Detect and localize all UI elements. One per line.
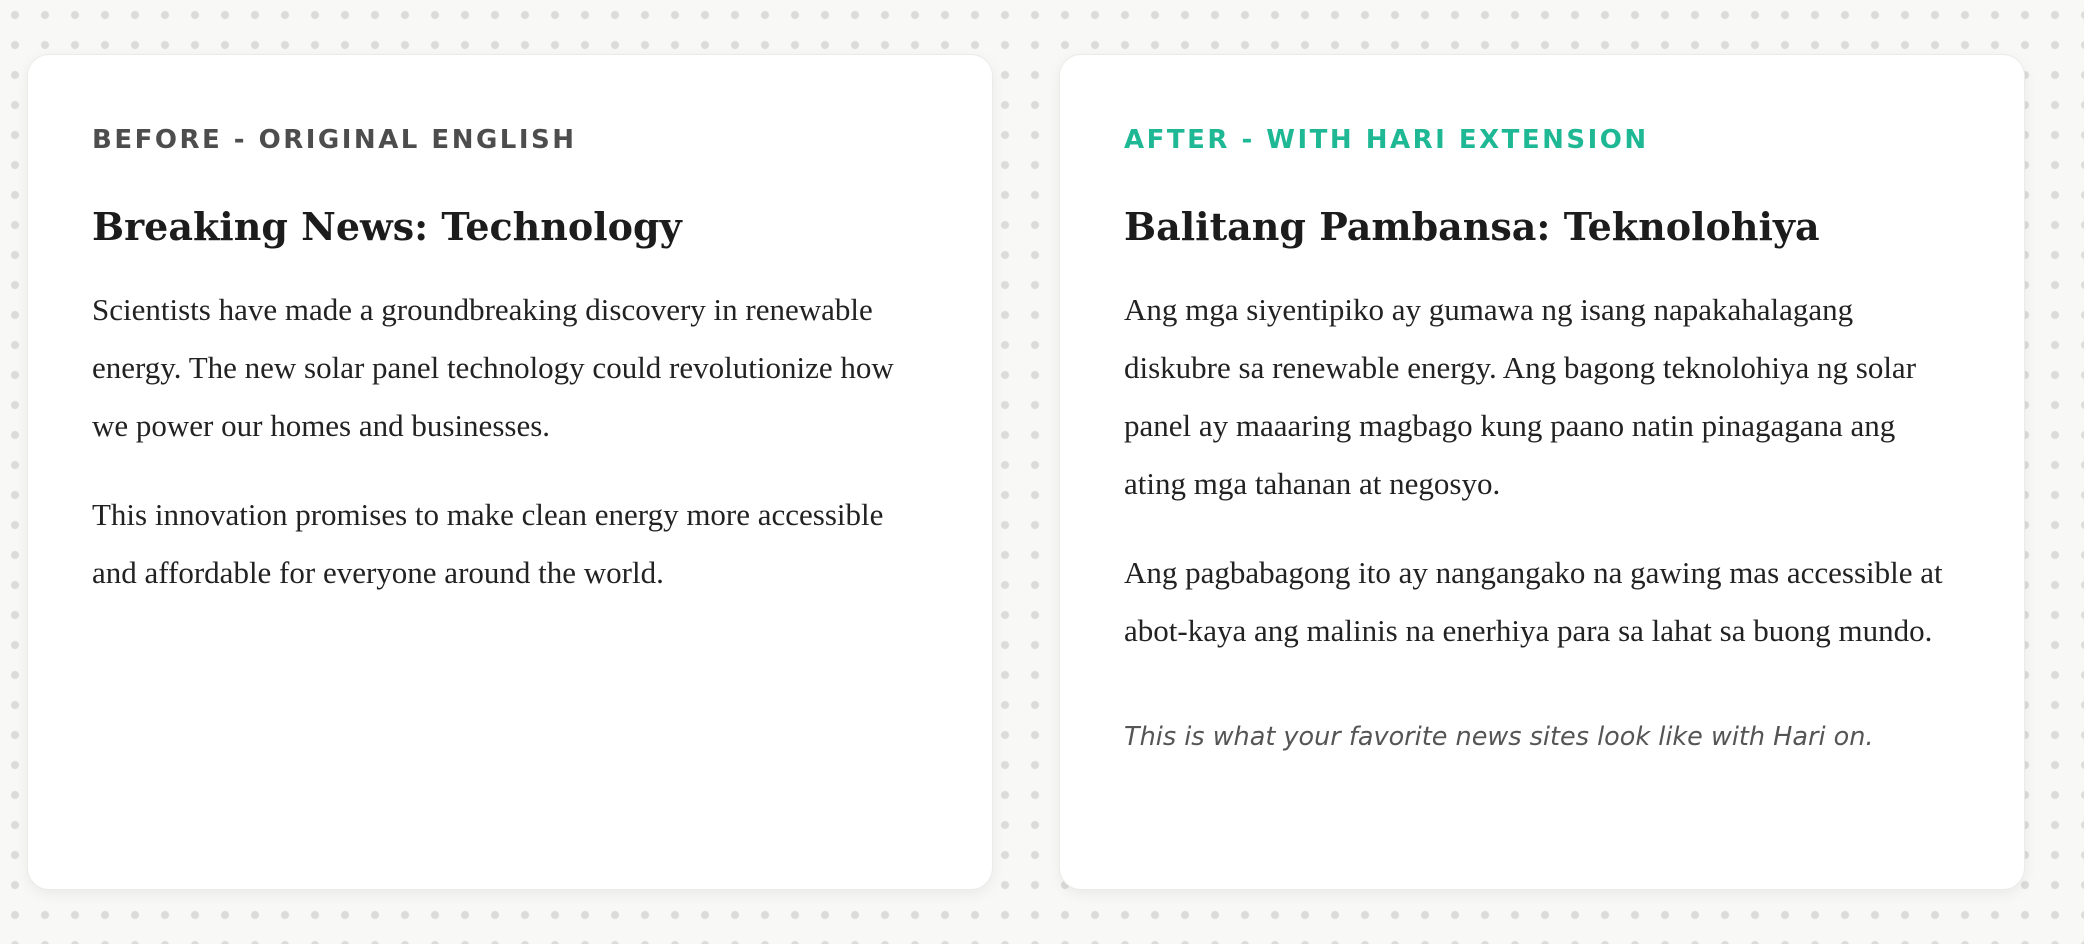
after-card-paragraph: Ang pagbabagong ito ay nangangako na gawing mas accessible at abot-kaya ang malinis na enerhiya para sa lahat sa buong mundo.	[1124, 555, 1943, 648]
before-card-body	[92, 281, 928, 602]
before-card-paragraph: This innovation promises to make clean energy more accessible and affordable for everyone around the world.	[92, 497, 884, 590]
after-card-paragraph: Ang mga siyentipiko ay gumawa ng isang napakahalagang diskubre sa renewable energy. Ang bagong teknolohiya ng solar panel ay maaaring magbago kung paano natin pinagagana ang ating mga tahanan at negosyo.	[1124, 292, 1917, 501]
before-card-title: Breaking News: Technology	[92, 204, 682, 249]
after-card	[1059, 54, 2025, 890]
after-card-title: Balitang Pambansa: Teknolohiya	[1124, 204, 1820, 249]
before-card	[27, 54, 993, 890]
before-card-paragraph: Scientists have made a groundbreaking discovery in renewable energy. The new solar panel technology could revolutionize how we power our homes and businesses.	[92, 292, 894, 443]
before-card-label: BEFORE - ORIGINAL ENGLISH	[92, 125, 577, 155]
after-card-label: AFTER - WITH HARI EXTENSION	[1124, 125, 1649, 155]
after-card-note: This is what your favorite news sites look like with Hari on.	[1124, 722, 1874, 752]
after-card-body	[1124, 281, 1960, 660]
